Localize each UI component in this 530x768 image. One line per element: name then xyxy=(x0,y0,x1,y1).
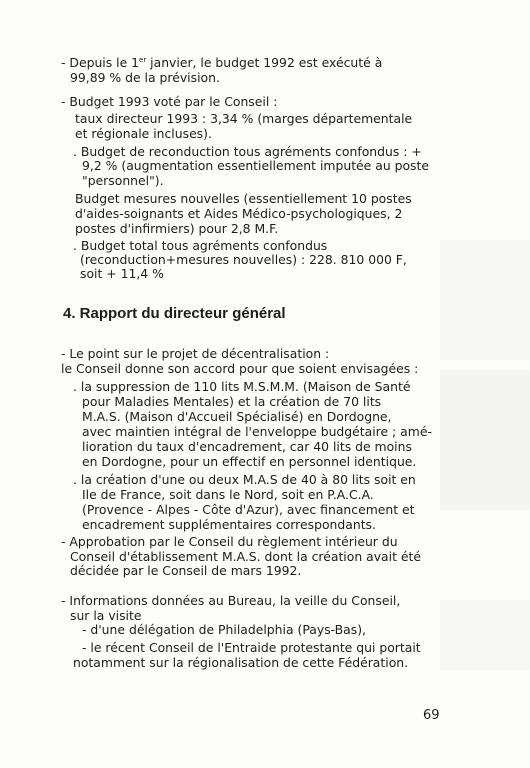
budget-1992-line-2: 99,89 % de la prévision. xyxy=(70,70,220,85)
reconduction-line-1: . Budget de reconduction tous agréments confondus : + xyxy=(73,144,422,159)
entraide-line-1: - le récent Conseil de l'Entraide protestante qui portait xyxy=(82,640,421,655)
approbation-line-1: - Approbation par le Conseil du règlement intérieur du xyxy=(61,534,398,549)
bleed-through-shadow xyxy=(440,370,530,510)
taux-directeur-line-2: et régionale incluses). xyxy=(75,126,212,141)
decentralisation-accord: le Conseil donne son accord pour que soient envisagées : xyxy=(61,361,419,376)
page-number: 69 xyxy=(423,708,440,723)
budget-1993-intro: - Budget 1993 voté par le Conseil : xyxy=(61,94,278,109)
budget-total-line-1: . Budget total tous agréments confondus xyxy=(73,238,328,253)
mesures-nouvelles-line-3: postes d'infirmiers) pour 2,8 M.F. xyxy=(75,221,279,236)
mesures-nouvelles-line-2: d'aides-soignants et Aides Médico-psychologiques, 2 xyxy=(75,206,403,221)
budget-total-line-2: (reconduction+mesures nouvelles) : 228. 810 000 F, xyxy=(80,252,407,267)
suppression-line-3: M.A.S. (Maison d'Accueil Spécialisé) en Dordogne, xyxy=(82,409,392,424)
suppression-line-4: avec maintien intégral de l'enveloppe budgétaire ; amé- xyxy=(82,424,432,439)
approbation-line-3: décidée par le Conseil de mars 1992. xyxy=(70,563,302,578)
creation-mas-line-4: encadrement supplémentaires correspondants. xyxy=(82,517,376,532)
suppression-line-5: lioration du taux d'encadrement, car 40 lits de moins xyxy=(82,439,412,454)
approbation-line-2: Conseil d'établissement M.A.S. dont la création avait été xyxy=(70,549,421,564)
creation-mas-line-2: Ile de France, soit dans le Nord, soit en P.A.C.A. xyxy=(82,487,374,502)
suppression-line-1: . la suppression de 110 lits M.S.M.M. (Maison de Santé xyxy=(73,379,411,394)
reconduction-line-3: "personnel"). xyxy=(82,173,164,188)
section-heading: 4. Rapport du directeur général xyxy=(63,305,286,322)
suppression-line-6: en Dordogne, pour un effectif en personnel identique. xyxy=(82,454,417,469)
entraide-line-2: notamment sur la régionalisation de cette Fédération. xyxy=(73,655,409,670)
delegation-line: - d'une délégation de Philadelphia (Pays-Bas), xyxy=(82,622,366,637)
suppression-line-2: pour Maladies Mentales) et la création de 70 lits xyxy=(82,394,382,409)
bleed-through-shadow xyxy=(440,240,530,360)
informations-line-1: - Informations données au Bureau, la veille du Conseil, xyxy=(61,593,401,608)
taux-directeur-line-1: taux directeur 1993 : 3,34 % (marges départementale xyxy=(75,111,413,126)
reconduction-line-2: 9,2 % (augmentation essentiellement imputée au poste xyxy=(82,158,429,173)
bleed-through-shadow xyxy=(440,600,530,670)
budget-total-line-3: soit + 11,4 % xyxy=(80,266,164,281)
informations-line-2: sur la visite xyxy=(70,608,142,623)
creation-mas-line-1: . la création d'une ou deux M.A.S de 40 à 80 lits soit en xyxy=(73,472,416,487)
decentralisation-intro: - Le point sur le projet de décentralisation : xyxy=(61,346,330,361)
mesures-nouvelles-line-1: Budget mesures nouvelles (essentiellement 10 postes xyxy=(75,191,412,206)
creation-mas-line-3: (Provence - Alpes - Côte d'Azur), avec financement et xyxy=(82,502,415,517)
budget-1992-line-1: - Depuis le 1er janvier, le budget 1992 est exécuté à xyxy=(61,55,383,70)
